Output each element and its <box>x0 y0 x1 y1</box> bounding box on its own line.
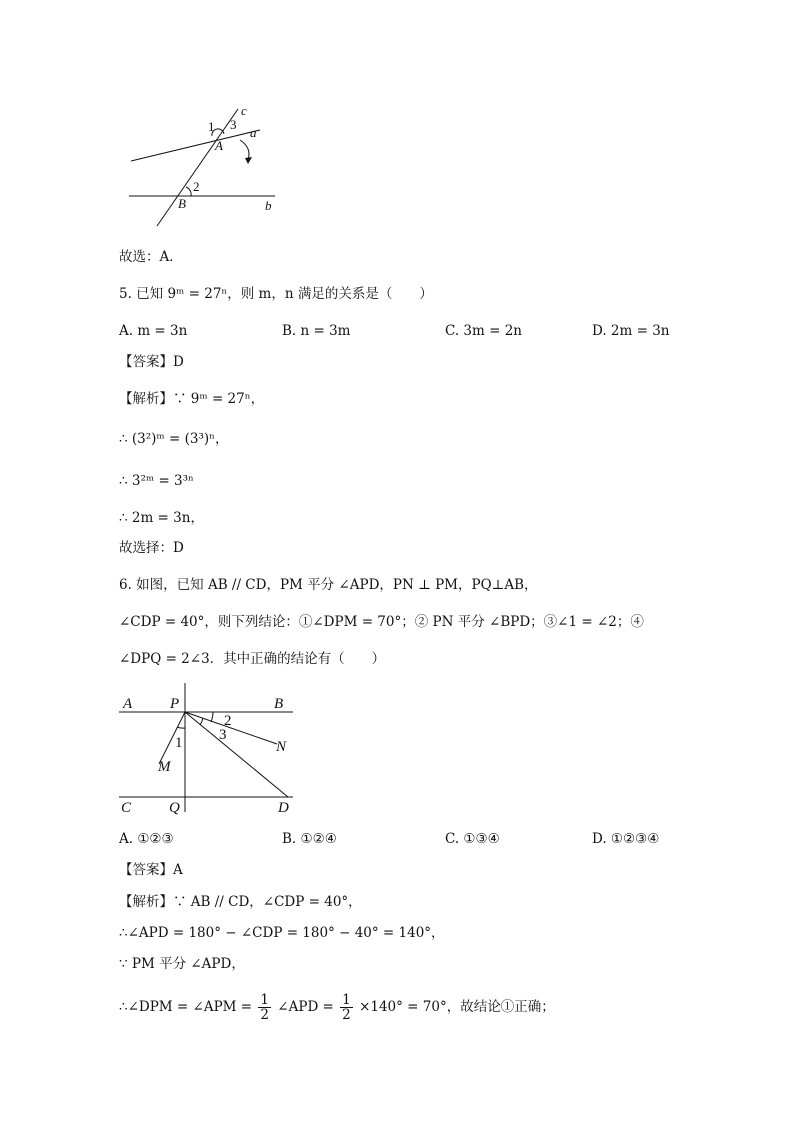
q6-analysis-4-part-a: ∴∠DPM = ∠APM = <box>119 999 253 1015</box>
q5-step-1: ∴ (3²)ᵐ = (3³)ⁿ， <box>119 431 229 447</box>
angle-arc-3 <box>200 718 203 725</box>
q5-step-2: ∴ 3²ᵐ = 3³ⁿ <box>119 473 194 489</box>
label-b: b <box>265 198 272 213</box>
q5-final: 故选择：D <box>119 540 184 556</box>
q5-option-c: C. 3m = 2n <box>445 323 522 339</box>
q5-stem: 5. 已知 9ᵐ = 27ⁿ，则 m，n 满足的关系是（ ） <box>119 286 433 302</box>
label-angle-3: 3 <box>230 117 237 132</box>
q6-analysis-4-part-c: ×140° = 70°，故结论①正确； <box>359 999 555 1015</box>
q5-option-d: D. 2m = 3n <box>592 323 670 339</box>
angle-arc-1 <box>177 727 185 728</box>
label-angle-1: 1 <box>208 119 215 134</box>
rotation-arrow <box>240 140 249 160</box>
q5-option-b: B. n = 3m <box>282 323 351 339</box>
label-angle-1: 1 <box>175 735 183 751</box>
fraction-denominator: 2 <box>260 1007 269 1023</box>
label-c: c <box>241 103 247 118</box>
line-PM <box>159 712 185 764</box>
label-point-P: P <box>170 696 180 712</box>
q5-step-3: ∴ 2m = 3n， <box>119 510 204 526</box>
label-point-Q: Q <box>169 800 180 816</box>
q5-analysis: 【解析】∵ 9ᵐ = 27ⁿ， <box>119 391 265 407</box>
angle-arc-2 <box>186 187 191 196</box>
q6-option-b: B. ①②④ <box>282 831 337 847</box>
q6-stem-line-1: 6. 如图，已知 AB // CD，PM 平分 ∠APD，PN ⊥ PM，PQ⊥AB， <box>119 577 538 593</box>
q6-stem-line-2: ∠CDP = 40°，则下列结论：①∠DPM = 70°；② PN 平分 ∠BPD；③∠1 = ∠2；④ <box>119 614 644 630</box>
q6-analysis-line-3: ∵ PM 平分 ∠APD， <box>119 956 245 972</box>
label-point-C: C <box>121 800 132 816</box>
q4-answer-line: 故选：A． <box>119 249 183 265</box>
fraction-numerator: 1 <box>260 992 269 1008</box>
label-point-A: A <box>215 138 223 153</box>
label-point-D: D <box>278 800 289 816</box>
angle-arc-2 <box>211 712 213 722</box>
q6-analysis-line-1: 【解析】∵ AB // CD，∠CDP = 40°， <box>119 894 362 910</box>
arrow-head-icon <box>245 157 252 164</box>
q5-option-a: A. m = 3n <box>119 323 188 339</box>
label-point-N: N <box>276 739 287 755</box>
q6-analysis-line-2: ∴∠APD = 180° − ∠CDP = 180° − 40° = 140°， <box>119 925 445 941</box>
q6-analysis-line-4 <box>119 990 555 1024</box>
fraction-one-half-2 <box>340 993 353 1022</box>
line-a <box>131 130 260 161</box>
line-c <box>157 109 238 226</box>
q5-answer: 【答案】D <box>119 354 184 370</box>
label-point-B: B <box>178 196 186 211</box>
label-point-A: A <box>123 696 133 712</box>
q6-option-a: A. ①②③ <box>119 831 174 847</box>
fraction-numerator-2: 1 <box>342 992 351 1008</box>
label-a: a <box>250 125 257 140</box>
q6-answer: 【答案】A <box>119 862 183 878</box>
q6-option-c: C. ①③④ <box>445 831 500 847</box>
fraction-one-half <box>258 993 271 1022</box>
angle-arc-1 <box>212 129 224 136</box>
label-angle-3: 3 <box>219 727 227 743</box>
label-point-M: M <box>158 759 171 775</box>
label-point-B: B <box>274 696 284 712</box>
q6-stem-line-3: ∠DPQ = 2∠3．其中正确的结论有（ ） <box>119 651 386 667</box>
label-angle-2: 2 <box>224 713 232 729</box>
line-PN <box>185 712 277 744</box>
fraction-denominator-2: 2 <box>342 1007 351 1023</box>
label-angle-2: 2 <box>193 179 200 194</box>
q6-option-d: D. ①②③④ <box>592 831 660 847</box>
line-PD <box>185 712 288 797</box>
q6-analysis-4-part-b: ∠APD = <box>277 999 334 1015</box>
